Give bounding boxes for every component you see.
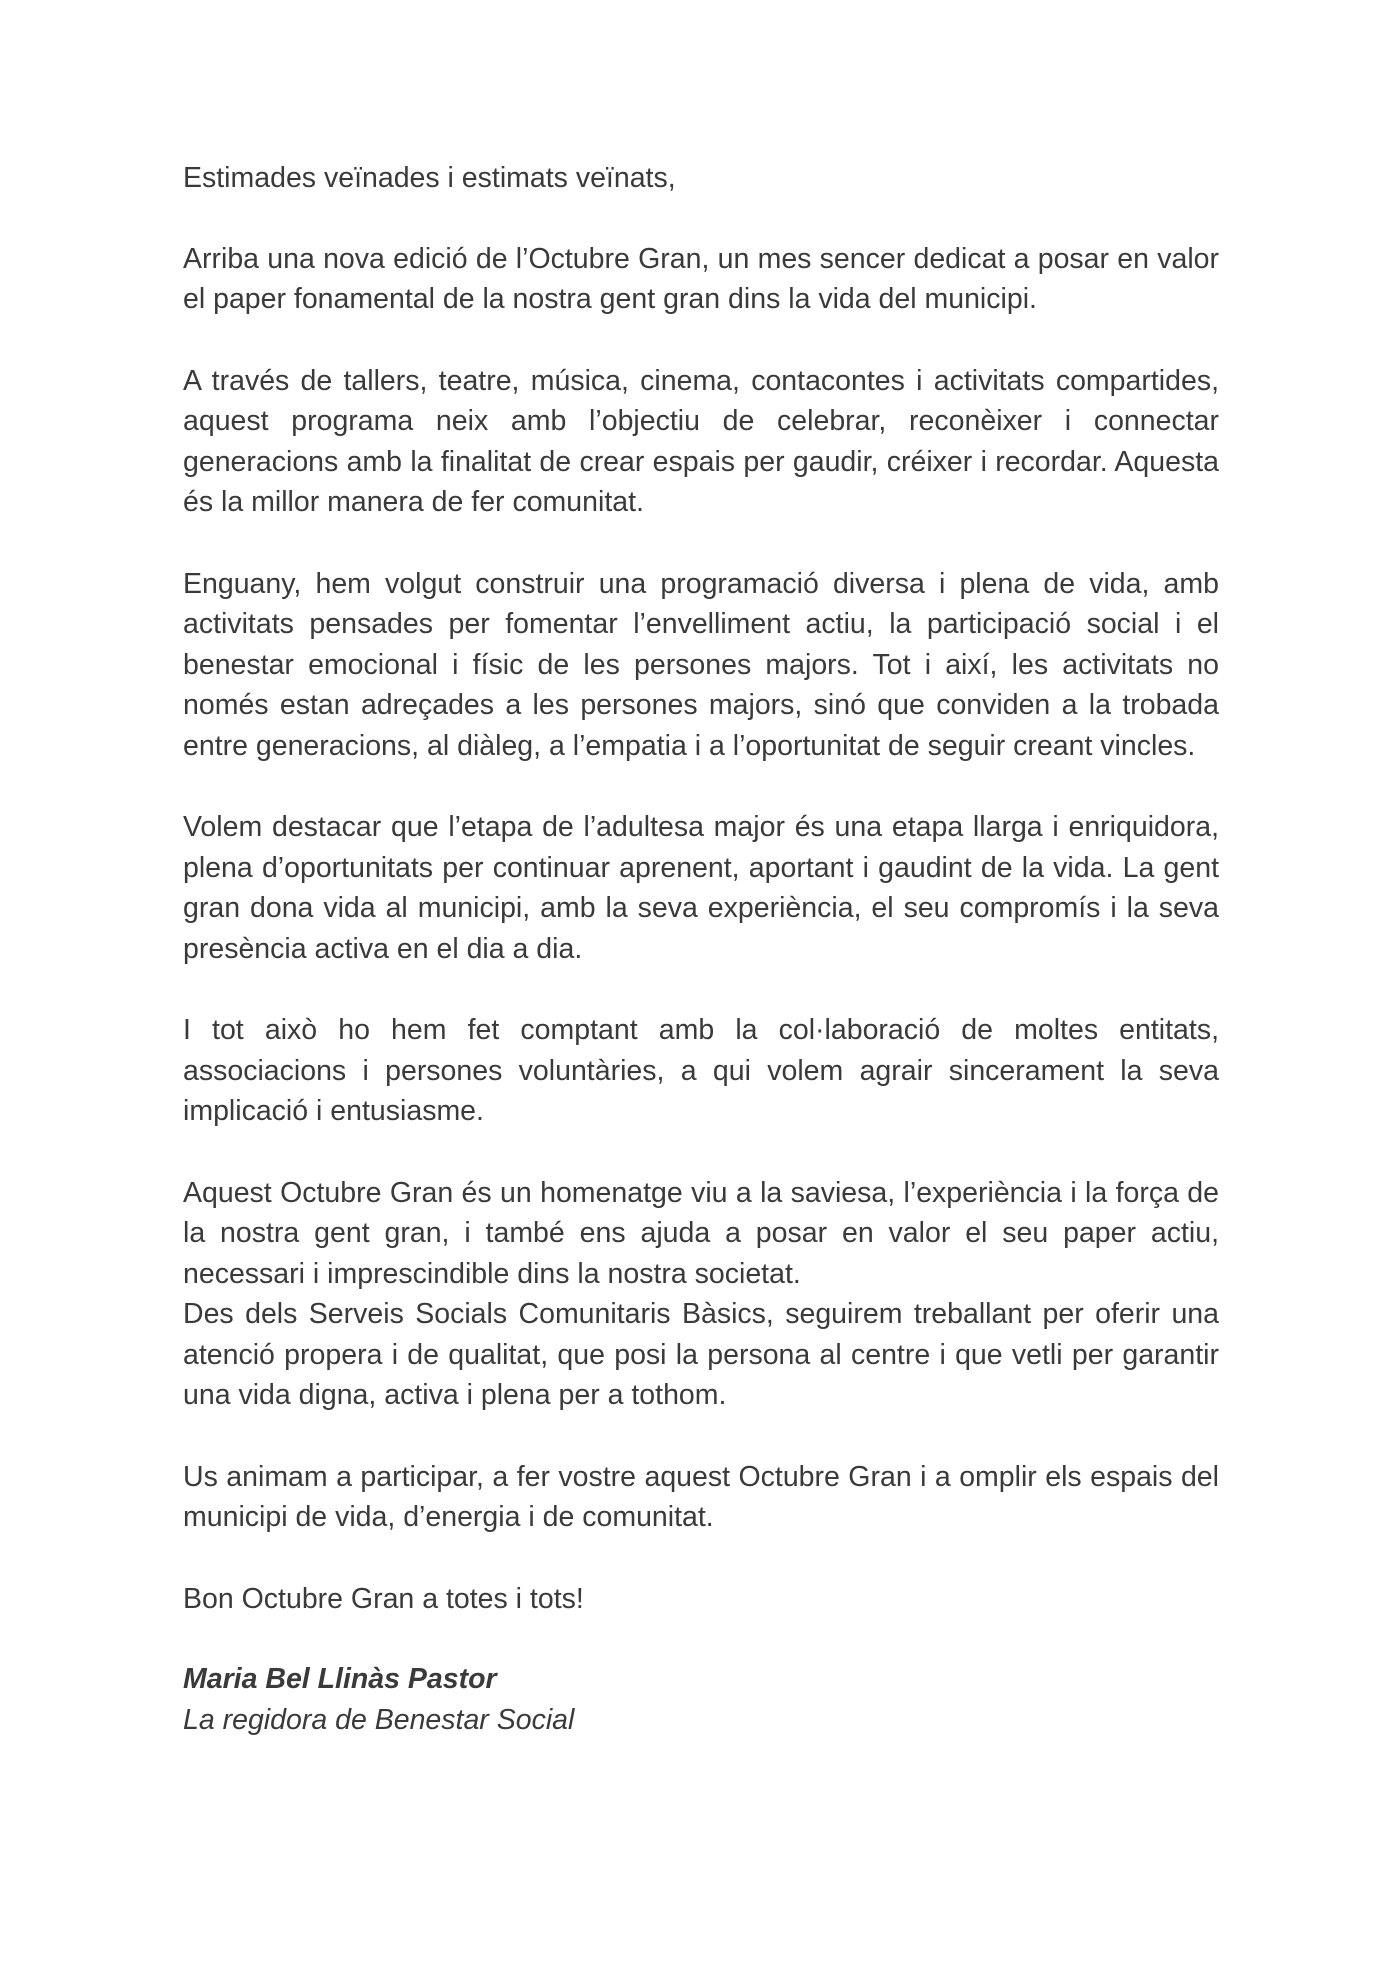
letter-paragraph: I tot això ho hem fet comptant amb la col·laboració de moltes entitats, associacions i persones voluntàries, a qui volem agrair sincerament la seva implicació i entusiasme. [183, 1014, 1219, 1127]
signature-name: Maria Bel Llinàs Pastor [183, 1663, 497, 1695]
letter-paragraph: Aquest Octubre Gran és un homenatge viu a la saviesa, l’experiència i la força de la nostra gent gran, i també ens ajuda a posar en valor el seu paper actiu, necessari i imprescindible dins la nostra societat. [183, 1176, 1219, 1290]
letter-paragraph: Des dels Serveis Socials Comunitaris Bàsics, seguirem treballant per oferir una atenció propera i de qualitat, que posi la persona al centre i que vetli per garantir una vida digna, activa i plena per a tothom. [183, 1298, 1219, 1411]
letter [183, 158, 1219, 1740]
signature-block [183, 1659, 1219, 1740]
letter-paragraph: Us animam a participar, a fer vostre aquest Octubre Gran i a omplir els espais del municipi de vida, d’energia i de comunitat. [183, 1460, 1219, 1533]
letter-paragraph: Arriba una nova edició de l’Octubre Gran, un mes sencer dedicat a posar en valor el paper fonamental de la nostra gent gran dins la vida del municipi. [183, 242, 1219, 315]
letter-closing: Bon Octubre Gran a totes i tots! [183, 1582, 584, 1615]
letter-paragraph: Volem destacar que l’etapa de l’adultesa major és una etapa llarga i enriquidora, plena d’oportunitats per continuar aprenent, aportant i gaudint de la vida. La gent gran dona vida al municipi, amb la seva experiència, el seu compromís i la seva presència activa en el dia a dia. [183, 811, 1219, 965]
letter-greeting: Estimades veïnades i estimats veïnats, [183, 162, 676, 194]
letter-paragraph: A través de tallers, teatre, música, cinema, contacontes i activitats compartides, aquest programa neix amb l’objectiu de celebrar, reconèixer i connectar generacions amb la finalitat de crear espais per gaudir, créixer i recordar. Aquesta és la millor manera de fer comunitat. [183, 364, 1219, 518]
letter-paragraph: Enguany, hem volgut construir una programació diversa i plena de vida, amb activitats pensades per fomentar l’envelliment actiu, la participació social i el benestar emocional i físic de les persones majors. Tot i així, les activitats no només estan adreçades a les persones majors, sinó que conviden a la trobada entre generacions, al diàleg, a l’empatia i a l’oportunitat de seguir creant vincles. [183, 567, 1219, 762]
signature-role: La regidora de Benestar Social [183, 1703, 575, 1736]
